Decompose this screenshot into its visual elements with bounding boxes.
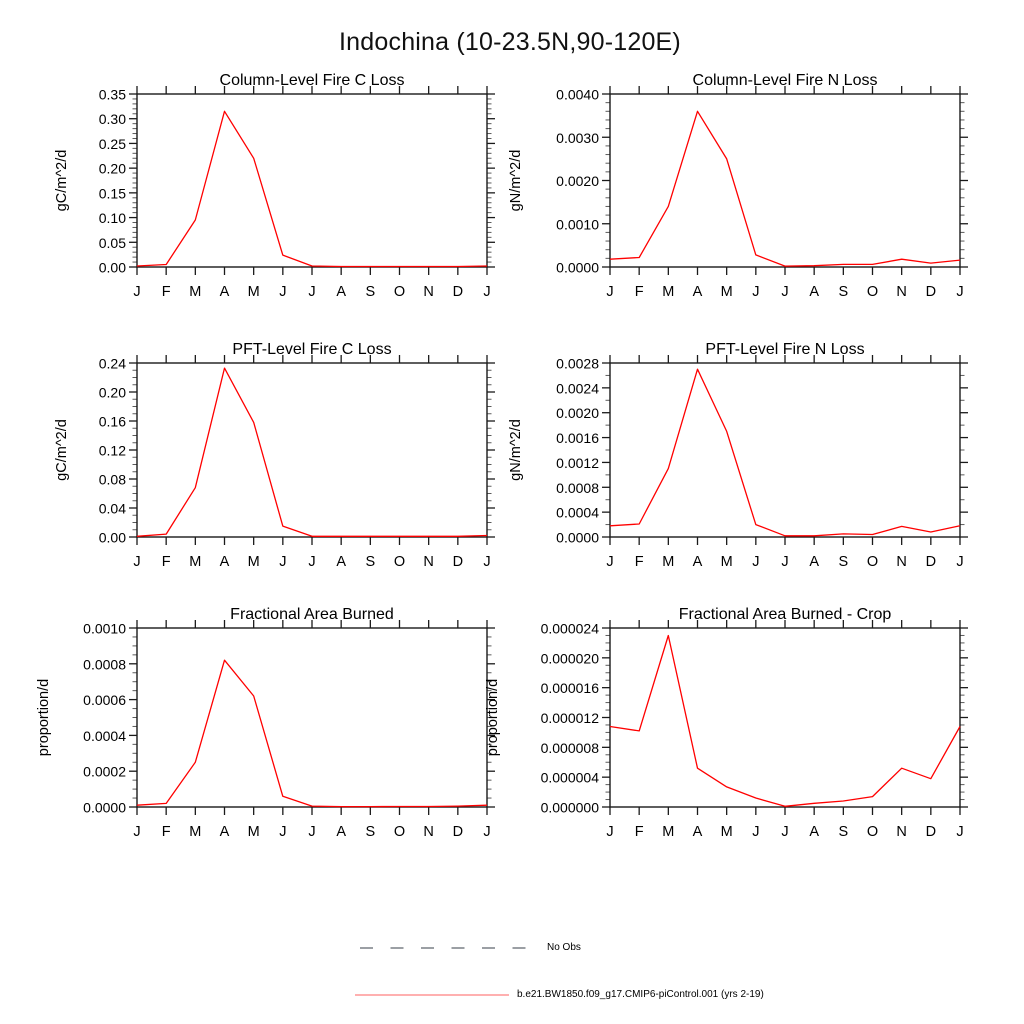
x-tick-label: S [838,554,849,570]
x-tick-label: S [838,824,849,840]
series-line [610,636,960,807]
x-tick-label: S [838,284,849,300]
x-tick-label: J [752,824,760,840]
x-tick-label: A [336,554,347,570]
x-tick-label: S [365,824,376,840]
x-tick-label: N [423,824,434,840]
x-tick-label: J [956,284,964,300]
x-tick-label: M [720,284,733,300]
y-tick-label: 0.0012 [556,454,599,471]
panel-column-level-fire-c-loss [54,72,495,300]
y-tick-label: 0.04 [98,500,126,517]
x-tick-label: M [662,554,675,570]
x-tick-label: A [809,554,820,570]
x-tick-label: J [133,554,141,570]
y-tick-label: 0.0006 [83,692,126,709]
x-tick-label: F [634,284,644,300]
x-tick-label: M [189,284,202,300]
panel-fractional-area-burned [36,606,495,840]
y-tick-label: 0.0010 [556,216,599,233]
x-tick-label: F [161,554,171,570]
x-tick-label: D [925,554,937,570]
x-tick-label: O [866,824,879,840]
y-tick-label: 0.000024 [540,620,599,637]
x-tick-label: J [279,824,287,840]
y-tick-label: 0.0028 [556,355,599,372]
y-tick-label: 0.000000 [540,799,599,816]
y-tick-label: 0.0000 [556,259,599,276]
y-tick-label: 0.25 [98,135,126,152]
y-tick-label: 0.00 [98,259,126,276]
y-axis-label: gN/m^2/d [508,149,524,212]
model-run-line-swatch [355,990,511,1000]
x-tick-label: O [393,824,406,840]
series-line [137,111,487,266]
y-tick-label: 0.0040 [556,86,599,103]
panel-title: PFT-Level Fire C Loss [232,341,392,358]
x-tick-label: M [189,824,202,840]
x-tick-label: N [896,284,907,300]
x-tick-label: J [133,284,141,300]
y-axis-label: gC/m^2/d [54,419,70,481]
x-tick-label: A [692,824,703,840]
panel-title: Column-Level Fire N Loss [692,72,878,89]
x-tick-label: N [423,554,434,570]
x-tick-label: O [393,284,406,300]
y-tick-label: 0.0020 [556,173,599,189]
x-tick-label: J [606,284,614,300]
x-tick-label: A [336,824,347,840]
y-tick-label: 0.000004 [540,769,599,786]
x-tick-label: A [219,554,230,570]
y-tick-label: 0.24 [98,355,126,372]
y-tick-label: 0.0016 [556,430,599,447]
plot-frame [610,94,960,267]
x-tick-label: J [752,554,760,570]
x-tick-label: J [606,824,614,840]
x-tick-label: F [161,284,171,300]
y-tick-label: 0.20 [98,384,126,401]
y-tick-label: 0.000016 [540,680,599,697]
legend-label-no-obs: No Obs [547,942,581,953]
panel-fractional-area-burned-crop [485,606,968,840]
x-tick-label: J [781,554,789,570]
y-tick-label: 0.16 [98,413,126,430]
x-tick-label: A [692,284,703,300]
y-tick-label: 0.0008 [83,656,126,673]
x-tick-label: J [483,284,491,300]
y-tick-label: 0.00 [98,529,126,546]
x-tick-label: J [308,554,316,570]
y-tick-label: 0.0008 [556,479,599,496]
x-tick-label: J [483,554,491,570]
y-tick-label: 0.10 [98,210,126,227]
plot-frame [610,363,960,537]
series-line [137,368,487,536]
x-tick-label: M [720,824,733,840]
y-tick-label: 0.000020 [540,650,599,667]
x-tick-label: J [133,824,141,840]
x-tick-label: J [956,554,964,570]
x-tick-label: J [308,824,316,840]
x-tick-label: N [423,284,434,300]
series-line [137,660,487,806]
x-tick-label: F [161,824,171,840]
x-tick-label: J [752,284,760,300]
x-tick-label: J [308,284,316,300]
panel-pft-level-fire-n-loss [508,341,968,570]
x-tick-label: A [336,284,347,300]
panel-column-level-fire-n-loss [508,72,968,300]
y-axis-label: proportion/d [485,678,501,757]
legend-label-model-run: b.e21.BW1850.f09_g17.CMIP6-piControl.001 (yrs 2-19) [517,989,764,1000]
x-tick-label: D [452,824,464,840]
y-axis-label: gN/m^2/d [508,419,524,481]
x-tick-label: A [219,284,230,300]
plot-frame [137,363,487,537]
x-tick-label: O [866,554,879,570]
x-tick-label: J [956,824,964,840]
y-tick-label: 0.0004 [556,504,599,521]
y-tick-label: 0.0002 [83,763,126,780]
series-line [610,369,960,536]
plot-frame [137,628,487,807]
y-tick-label: 0.0024 [556,380,599,397]
y-tick-label: 0.0030 [556,129,599,146]
y-tick-label: 0.35 [98,86,126,103]
x-tick-label: M [247,554,260,570]
x-tick-label: J [606,554,614,570]
x-tick-label: J [483,824,491,840]
y-tick-label: 0.15 [98,185,126,202]
y-tick-label: 0.12 [98,442,126,459]
panel-pft-level-fire-c-loss [54,341,495,570]
x-tick-label: D [452,554,464,570]
x-tick-label: F [634,824,644,840]
y-axis-label: proportion/d [36,678,52,757]
x-tick-label: D [452,284,464,300]
x-tick-label: D [925,824,937,840]
x-tick-label: A [809,284,820,300]
x-tick-label: M [662,824,675,840]
plot-frame [137,94,487,267]
x-tick-label: S [365,554,376,570]
y-tick-label: 0.0004 [83,727,126,744]
x-tick-label: M [720,554,733,570]
legend-item-model-run [355,989,764,1000]
y-tick-label: 0.08 [98,471,126,488]
x-tick-label: M [247,824,260,840]
x-tick-label: O [393,554,406,570]
x-tick-label: J [279,554,287,570]
x-tick-label: O [866,284,879,300]
x-tick-label: F [634,554,644,570]
y-tick-label: 0.0010 [83,620,126,637]
panel-title: PFT-Level Fire N Loss [705,341,865,358]
panel-title: Column-Level Fire C Loss [219,72,405,89]
panel-title: Fractional Area Burned - Crop [678,606,892,623]
x-tick-label: N [896,824,907,840]
x-tick-label: M [662,284,675,300]
y-tick-label: 0.0020 [556,405,599,422]
y-tick-label: 0.000008 [540,739,599,756]
x-tick-label: J [781,824,789,840]
x-tick-label: A [219,824,230,840]
x-tick-label: J [279,284,287,300]
series-line [610,111,960,266]
x-tick-label: J [781,284,789,300]
y-tick-label: 0.0000 [556,529,599,546]
x-tick-label: M [247,284,260,300]
no-obs-dashed-line-swatch [358,943,532,953]
x-tick-label: M [189,554,202,570]
panel-title: Fractional Area Burned [230,606,394,623]
y-tick-label: 0.0000 [83,799,126,816]
y-tick-label: 0.20 [98,160,126,177]
x-tick-label: N [896,554,907,570]
y-tick-label: 0.30 [98,111,126,128]
x-tick-label: S [365,284,376,300]
figure-title: Indochina (10-23.5N,90-120E) [339,28,681,56]
y-axis-label: gC/m^2/d [54,149,70,212]
x-tick-label: A [692,554,703,570]
x-tick-label: D [925,284,937,300]
y-tick-label: 0.05 [98,234,126,251]
y-tick-label: 0.000012 [540,710,599,726]
legend-item-no-obs [358,942,581,953]
x-tick-label: A [809,824,820,840]
